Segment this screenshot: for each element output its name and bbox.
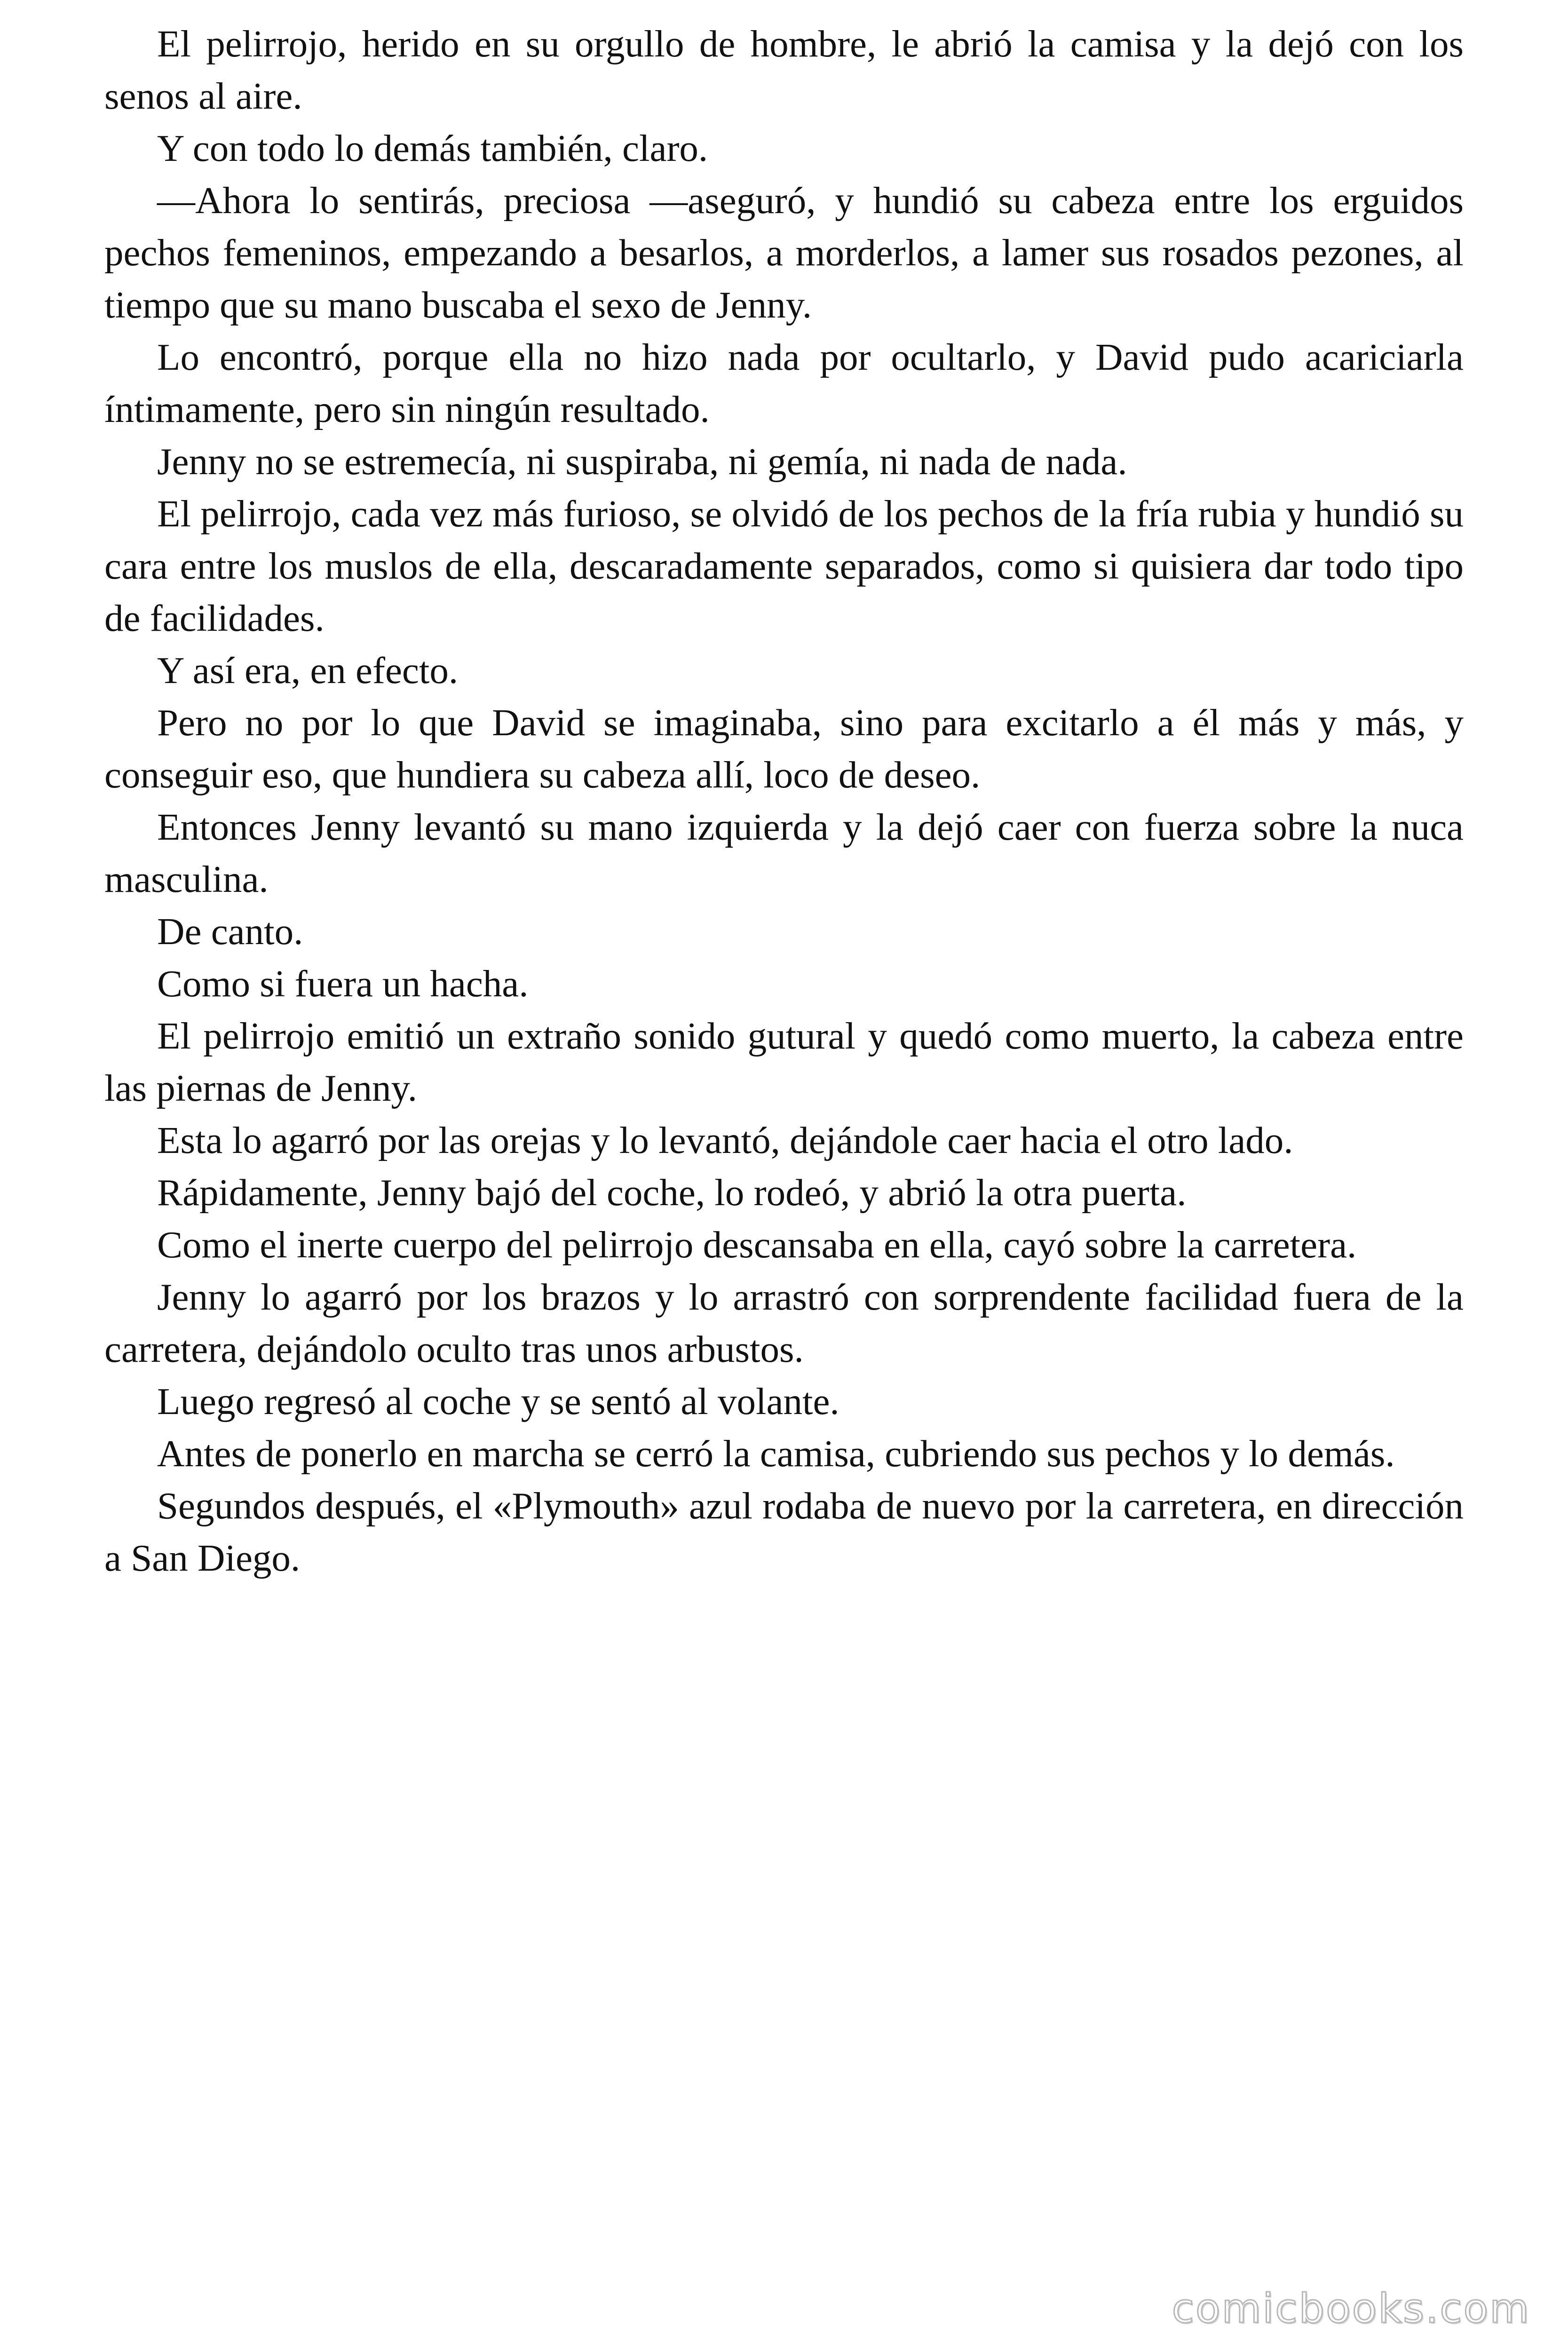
- paragraph: Rápidamente, Jenny bajó del coche, lo rodeó, y abrió la otra puerta.: [157, 1171, 1187, 1214]
- paragraph: Esta lo agarró por las orejas y lo levantó, dejándole caer hacia el otro lado.: [157, 1119, 1293, 1161]
- paragraph: El pelirrojo emitió un extraño sonido gutural y quedó como muerto, la cabeza entre las piernas de Jenny.: [104, 1015, 1464, 1109]
- paragraph: El pelirrojo, herido en su orgullo de hombre, le abrió la camisa y la dejó con los senos al aire.: [104, 23, 1464, 117]
- paragraph: Pero no por lo que David se imaginaba, sino para excitarlo a él más y más, y conseguir eso, que hundiera su cabeza allí, loco de deseo.: [104, 701, 1464, 796]
- paragraph: Como si fuera un hacha.: [157, 962, 529, 1005]
- paragraph: Luego regresó al coche y se sentó al volante.: [157, 1380, 839, 1422]
- paragraph: Y así era, en efecto.: [157, 649, 459, 691]
- paragraph: Entonces Jenny levantó su mano izquierda y la dejó caer con fuerza sobre la nuca masculina.: [104, 806, 1464, 900]
- watermark: comicbooks.com: [1172, 2285, 1530, 2332]
- paragraph: Jenny lo agarró por los brazos y lo arrastró con sorprendente facilidad fuera de la carretera, dejándolo oculto tras unos arbustos.: [104, 1276, 1464, 1370]
- paragraph: Y con todo lo demás también, claro.: [157, 127, 708, 169]
- paragraph: Jenny no se estremecía, ni suspiraba, ni gemía, ni nada de nada.: [157, 440, 1127, 483]
- paragraph: Antes de ponerlo en marcha se cerró la camisa, cubriendo sus pechos y lo demás.: [157, 1432, 1395, 1475]
- paragraph: De canto.: [157, 910, 303, 953]
- paragraph: Lo encontró, porque ella no hizo nada por ocultarlo, y David pudo acariciarla íntimamente, pero sin ningún resultado.: [104, 336, 1464, 430]
- paragraph: —Ahora lo sentirás, preciosa —aseguró, y hundió su cabeza entre los erguidos pechos femeninos, empezando a besarlos, a morderlos, a lamer sus rosados pezones, al tiempo que su mano buscaba el sexo de Jenny.: [104, 179, 1464, 326]
- document-text: [104, 18, 1464, 1584]
- paragraph: El pelirrojo, cada vez más furioso, se olvidó de los pechos de la fría rubia y hundió su cara entre los muslos de ella, descaradamente separados, como si quisiera dar todo tipo de facilidades.: [104, 493, 1464, 639]
- paragraph: Como el inerte cuerpo del pelirrojo descansaba en ella, cayó sobre la carretera.: [157, 1224, 1357, 1266]
- paragraph: Segundos después, el «Plymouth» azul rodaba de nuevo por la carretera, en dirección a San Diego.: [104, 1485, 1464, 1579]
